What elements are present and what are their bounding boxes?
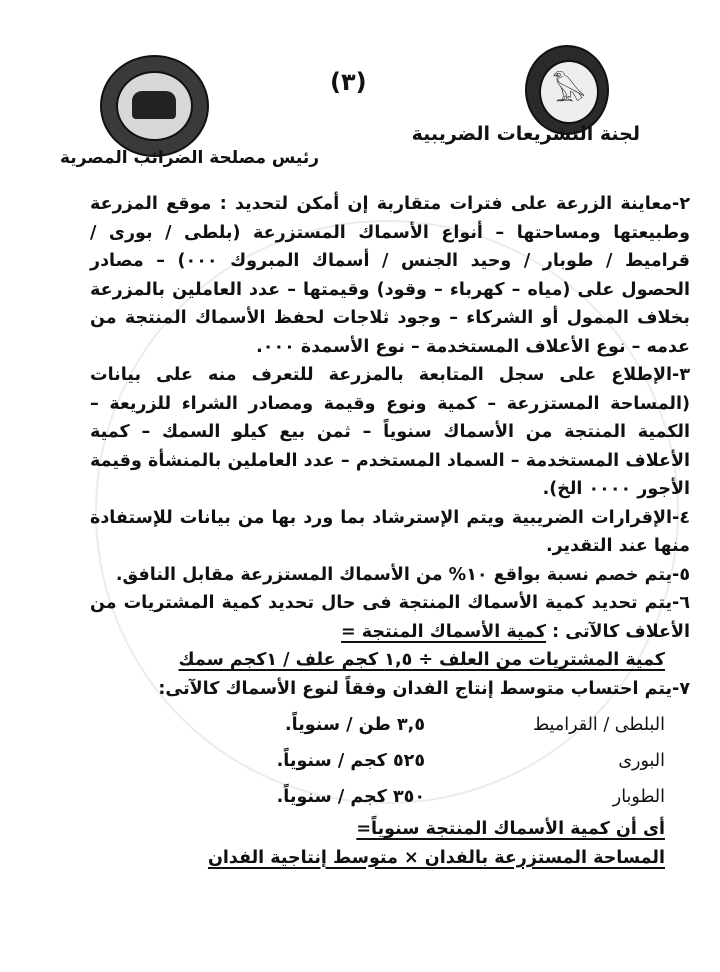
item-6-formula-block [90,646,690,675]
production-rates-list [90,707,690,815]
conclusion-label: أى أن كمية الأسماك المنتجة سنوياً= [356,819,665,839]
item-5: ٥-يتم خصم نسبة بواقع ١٠% من الأسماك المستزرعة مقابل النافق. [115,564,690,585]
conclusion-formula: المساحة المستزرعة بالفدان × متوسط إنتاجية الفدان [207,847,665,868]
tax-authority-head-label: رئيس مصلحة الضرائب المصرية [60,148,320,168]
page-number: (٣) [330,68,367,96]
rate-row [90,743,690,779]
rate-value: ٣,٥ طن / سنوياً. [284,714,425,735]
item-4: ٤-الإقرارات الضريبية ويتم الإسترشاد بما ورد بها من بيانات للإستفادة منها عند التقدير. [90,507,690,556]
item-6-text: ٦-يتم تحديد كمية الأسماك المنتجة فى حال تحديد كمية المشتريات من الأعلاف كالآتى : [90,593,690,642]
item-6-formula: كمية المشتريات من العلف ÷ ١,٥ كجم علف / ١كجم سمك [178,650,665,670]
rate-fish-name: البلطى / القراميط [532,714,665,735]
item-7-conclusion [90,815,690,872]
rate-fish-name: البورى [618,750,665,771]
item-7: ٧-يتم احتساب متوسط إنتاج الفدان وفقاً لنوع الأسماك كالآتى: [158,678,690,699]
ministry-of-finance-seal-icon: 𓅃 [525,45,609,135]
rate-value: ٥٢٥ كجم / سنوياً. [276,750,425,771]
rate-value: ٣٥٠ كجم / سنوياً. [276,786,425,807]
item-3: ٣-الإطلاع على سجل المتابعة بالمزرعة للتعرف منه على بيانات (المساحة المستزرعة – كمية ونوع وقيمة ومصادر الشراء للزريعة – الكمية المنتجة من الأسماك سنوياً – ثمن بيع كيلو السمك – كمية الأعلاف المستخدمة – السماد المستخدم – عدد العاملين بالمنشأة وقيمة الأجور ٠٠٠٠ الخ). [90,365,690,499]
rate-row [90,707,690,743]
item-6-formula-label: كمية الأسماك المنتجة = [341,621,547,642]
rate-fish-name: الطوبار [612,786,665,807]
egyptian-tax-authority-seal-icon [100,55,209,157]
item-2: ٢-معاينة الزرعة على فترات متقاربة إن أمكن لتحديد : موقع المزرعة وطبيعتها ومساحتها – أنواع الأسماك المستزرعة (بلطى / بورى / قراميط / طوبار / وحيد الجنس / أسماك المبروك ٠٠٠) – مصادر الحصول على (مياه – كهرباء – وقود) وقيمتها – عدد العاملين بالمزرعة بخلاف الممول أو الشركاء – وجود ثلاجات لحفظ الأسماك المنتجة من عدمه – نوع الأعلاف المستخدمة – نوع الأسمدة ٠٠٠. [90,194,691,357]
item-6 [90,589,690,646]
rate-row [90,779,690,815]
tax-legislation-committee-label: لجنة التشريعات الضريبية [411,123,640,145]
document-body [90,190,690,872]
